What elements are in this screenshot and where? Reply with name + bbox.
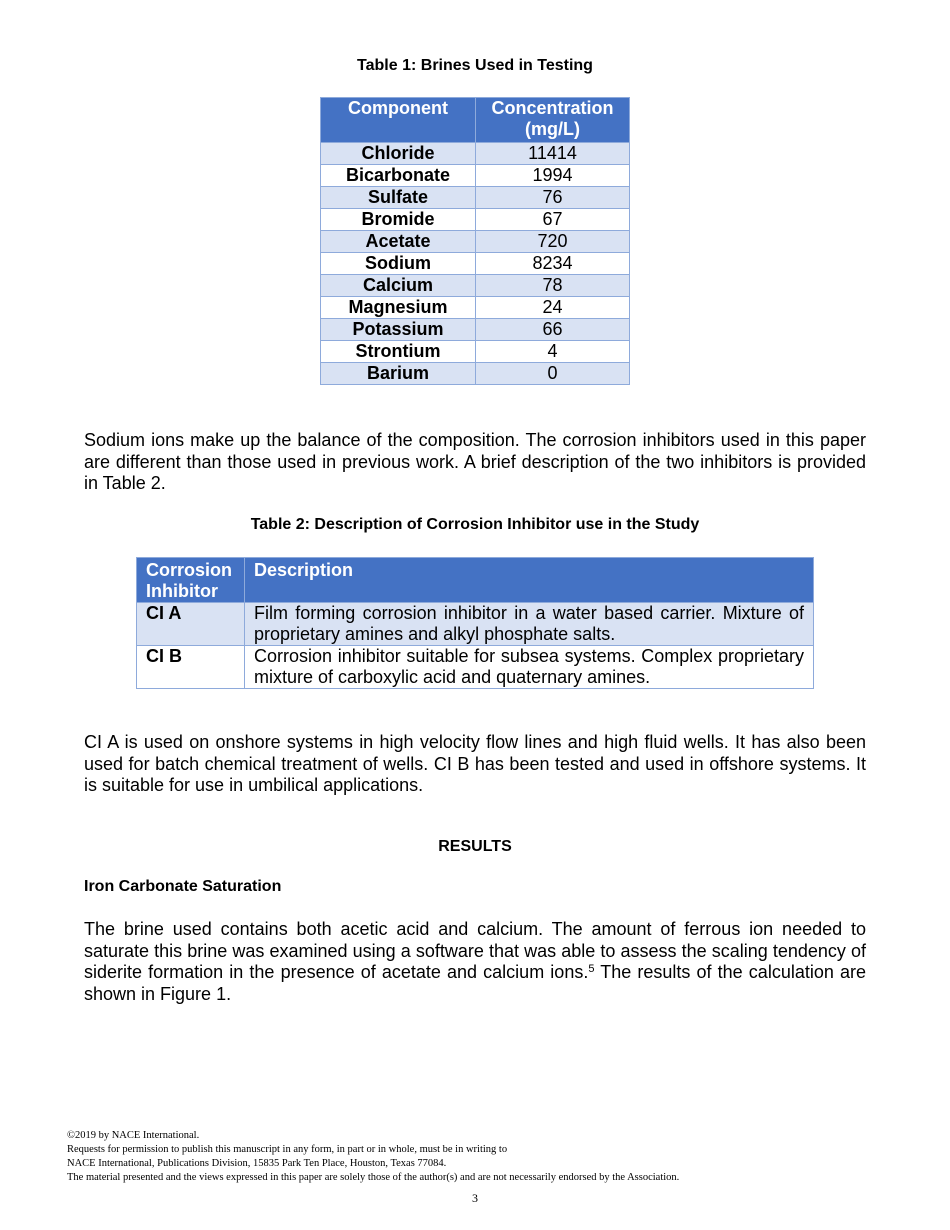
footer-line: Requests for permission to publish this manuscript in any form, in part or in whole, must be in writing to — [67, 1144, 508, 1155]
component-cell: Calcium — [321, 275, 476, 297]
table-row — [321, 143, 630, 165]
component-cell: Sulfate — [321, 187, 476, 209]
table-row — [321, 187, 630, 209]
table-row — [321, 275, 630, 297]
concentration-cell: 76 — [476, 187, 630, 209]
inhibitor-table — [136, 557, 814, 689]
description-cell: Corrosion inhibitor suitable for subsea systems. Complex proprietary mixture of carboxylic acid and quaternary amines. — [245, 646, 814, 689]
component-cell: Bicarbonate — [321, 165, 476, 187]
table-row — [321, 231, 630, 253]
component-cell: Bromide — [321, 209, 476, 231]
paragraph-saturation-text: The brine used contains both acetic acid and calcium. The amount of ferrous ion needed to saturate this brine was examined using a software that was able to assess the scaling tendency of siderite formation in the presence of acetate and calcium ions. — [84, 919, 866, 982]
table2-caption: Table 2: Description of Corrosion Inhibitor use in the Study — [250, 516, 700, 533]
concentration-cell: 1994 — [476, 165, 630, 187]
concentration-cell: 24 — [476, 297, 630, 319]
page-number: 3 — [472, 1191, 478, 1205]
component-cell: Potassium — [321, 319, 476, 341]
inhibitor-cell: CI A — [137, 603, 245, 646]
paragraph-composition: Sodium ions make up the balance of the composition. The corrosion inhibitors used in this paper are different than those used in previous work. A brief description of the two inhibitors is provided in Table 2. — [84, 430, 866, 493]
table-row — [321, 209, 630, 231]
brines-table — [320, 97, 630, 385]
table-row — [321, 319, 630, 341]
description-cell: Film forming corrosion inhibitor in a water based carrier. Mixture of proprietary amines and alkyl phosphate salts. — [245, 603, 814, 646]
table1-caption: Table 1: Brines Used in Testing — [357, 57, 593, 74]
concentration-cell: 66 — [476, 319, 630, 341]
component-cell: Sodium — [321, 253, 476, 275]
citation-superscript: 5 — [588, 963, 595, 975]
concentration-cell: 67 — [476, 209, 630, 231]
table-row — [137, 603, 814, 646]
component-cell: Chloride — [321, 143, 476, 165]
table1-header-concentration: Concentration (mg/L) — [476, 98, 630, 143]
table-row — [321, 297, 630, 319]
results-heading: RESULTS — [438, 838, 512, 855]
concentration-cell: 720 — [476, 231, 630, 253]
concentration-cell: 11414 — [476, 143, 630, 165]
table-row — [137, 646, 814, 689]
component-cell: Magnesium — [321, 297, 476, 319]
footer-line: NACE International, Publications Division, 15835 Park Ten Place, Houston, Texas 77084. — [67, 1158, 447, 1169]
table-row — [321, 363, 630, 385]
concentration-cell: 78 — [476, 275, 630, 297]
table2-header-inhibitor: Corrosion Inhibitor — [137, 558, 245, 603]
table-row — [321, 341, 630, 363]
paragraph-saturation — [84, 919, 866, 1005]
table2-header-description: Description — [245, 558, 814, 603]
footer-line: ©2019 by NACE International. — [67, 1130, 200, 1141]
concentration-cell: 4 — [476, 341, 630, 363]
component-cell: Barium — [321, 363, 476, 385]
table-row — [321, 253, 630, 275]
paragraph-saturation-text-after: The results of the calculation are shown in Figure 1. — [84, 962, 866, 1004]
table-row — [321, 165, 630, 187]
concentration-cell: 8234 — [476, 253, 630, 275]
table1-header-component: Component — [321, 98, 476, 143]
copyright-footer — [67, 1129, 679, 1185]
inhibitor-cell: CI B — [137, 646, 245, 689]
concentration-cell: 0 — [476, 363, 630, 385]
section-subheading: Iron Carbonate Saturation — [84, 878, 282, 895]
footer-line: The material presented and the views expressed in this paper are solely those of the author(s) and are not necessarily endorsed by the Association. — [67, 1172, 680, 1183]
paragraph-inhibitor-usage: CI A is used on onshore systems in high velocity flow lines and high fluid wells. It has also been used for batch chemical treatment of wells. CI B has been tested and used in offshore systems. It is suitable for use in umbilical applications. — [84, 732, 866, 795]
component-cell: Acetate — [321, 231, 476, 253]
component-cell: Strontium — [321, 341, 476, 363]
